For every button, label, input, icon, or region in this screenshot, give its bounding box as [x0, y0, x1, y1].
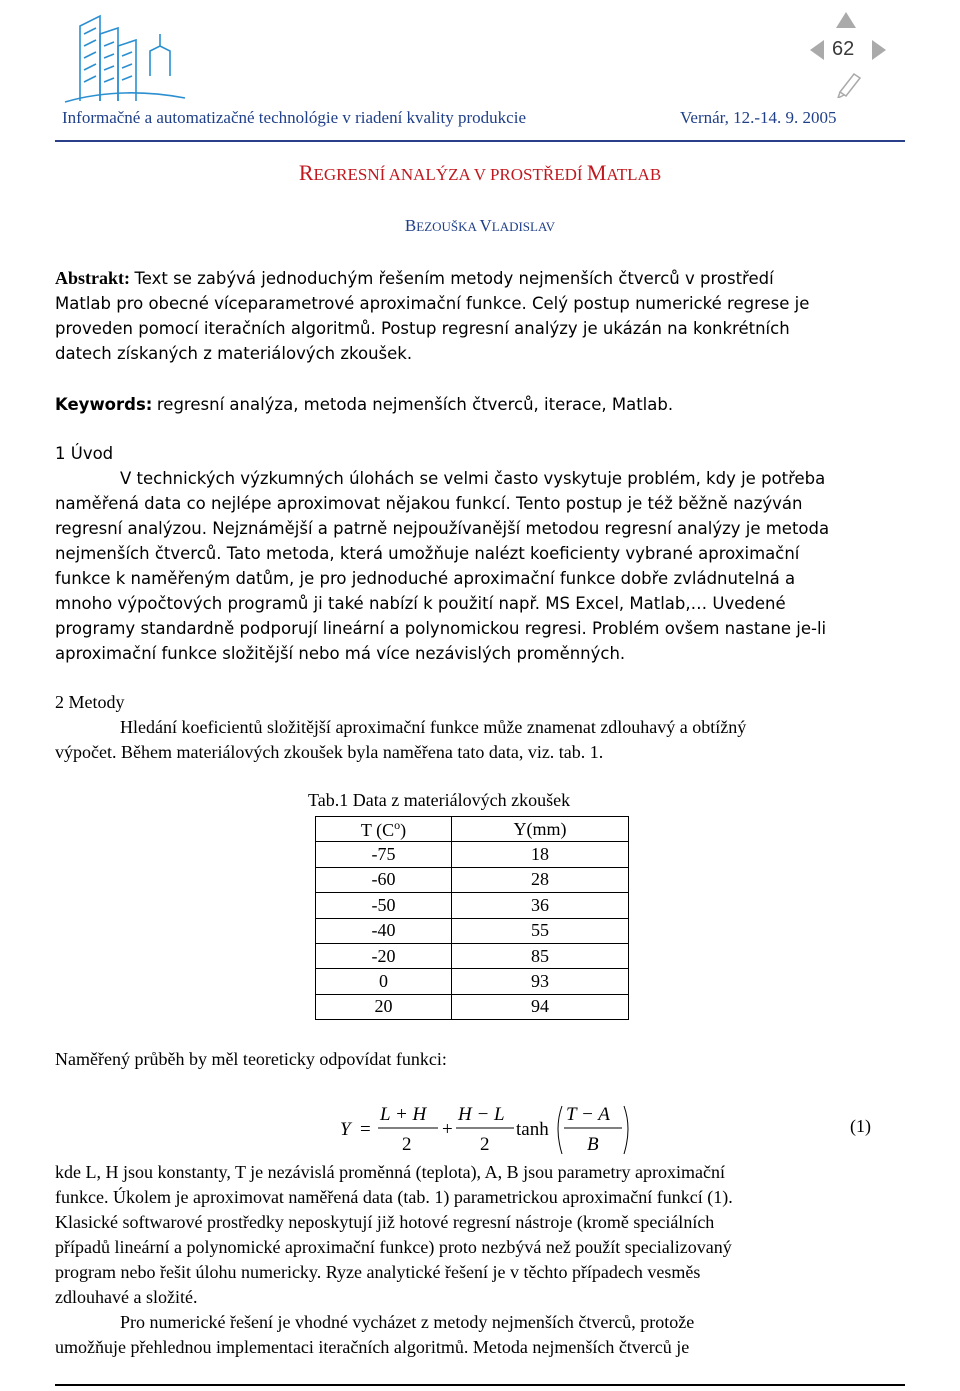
table-cell: -40 [316, 918, 452, 943]
pencil-icon[interactable] [838, 74, 860, 98]
section-heading: 1 Úvod [55, 444, 114, 463]
table-cell: 93 [452, 969, 629, 994]
nav-up-arrow-icon[interactable] [836, 12, 856, 28]
header-divider [55, 140, 905, 142]
table-row [316, 918, 629, 943]
table-cell: 55 [452, 918, 629, 943]
table-row [316, 969, 629, 994]
table-row [316, 994, 629, 1019]
table-header-cell: Y(mm) [452, 817, 629, 842]
table-cell: 28 [452, 867, 629, 892]
formula-den2: 2 [480, 1134, 490, 1155]
paper-title: REGRESNÍ ANALÝZA V PROSTŘEDÍ MATLAB [298, 160, 662, 185]
page-number: 62 [832, 38, 855, 60]
table-cell: 18 [452, 842, 629, 867]
section-intro: 1 Úvod V technických výzkumných úlohách se velmi často vyskytuje problém, kdy je potřeba naměřená data co nejlépe aproximovat nějakou funkcí. Tento postup je též běžně nazýván regresní analýzou. Nejznámější a patrně nejpoužívanější metodou regresní analýzy je metoda nejmenších čtverců. Tato metoda, která umožňuje nalézt koeficienty vybrané aproximační funkce k naměřeným datům, je pro jednoduché aproximační funkce dobře zvládnutelná a mnoho výpočtových programů ji také nabízí k použití např. MS Excel, Matlab,… Uvedené programy standardně podporují lineární a polynomickou regresi. Problém ovšem nastane je-li aproximační funkce složitější nebo má více nezávislých proměnných. [55, 441, 877, 666]
table-header-row [316, 817, 629, 842]
formula-equals: = [360, 1119, 371, 1140]
table-row [316, 943, 629, 968]
table-cell: -60 [316, 867, 452, 892]
conference-name: Informačné a automatizačné technológie v riadení kvality produkcie [62, 108, 526, 127]
formula-num2: H − L [458, 1104, 505, 1125]
formula-intro: Naměřený průběh by měl teoreticky odpovídat funkci: [55, 1049, 447, 1069]
formula-tanh: tanh [516, 1119, 549, 1140]
table-cell: 20 [316, 994, 452, 1019]
formula-den3: B [587, 1134, 599, 1155]
footer-divider [55, 1384, 905, 1386]
formula-num1: L + H [380, 1104, 427, 1125]
table-header-cell: T $(C^o)$ [316, 817, 452, 842]
keywords: Keywords: regresní analýza, metoda nejmenších čtverců, iterace, Matlab. [55, 395, 674, 414]
formula-den1: 2 [402, 1134, 412, 1155]
table-cell: 36 [452, 893, 629, 918]
formula-explanation: kde L, H jsou konstanty, T je nezávislá proměnná (teplota), A, B jsou parametry aproximační funkce. Úkolem je aproximovat naměřená data (tab. 1) parametrickou aproximační funkcí (1). Klasické softwarové prostředky neposkytují již hotové regresní nástroje (kromě speciálních případů lineární a polynomické aproximační funkce) proto nezbývá než použít specializovaný program nebo řešit úlohu numericky. Ryze analytické řešení je v těchto případech vesměs zdlouhavé a složité. Pro numerické řešení je vhodné vycházet z metody nejmenších čtverců, protože umožňuje přehlednou implementaci iteračních algoritmů. Metoda nejmenších čtverců je [55, 1162, 733, 1357]
table-cell: 0 [316, 969, 452, 994]
table-cell: 85 [452, 943, 629, 968]
table-row [316, 842, 629, 867]
table-row [316, 867, 629, 892]
formula-lhs: Y [340, 1119, 351, 1140]
conference-date: Vernár, 12.-14. 9. 2005 [680, 108, 837, 127]
table-row [316, 893, 629, 918]
abstract: Abstrakt: Text se zabývá jednoduchým řešením metody nejmenších čtverců v prostředí Matlab pro obecné víceparametrové aproximační funkce. Celý postup numerické regrese je proveden pomocí iteračních algoritmů. Postup regresní analýzy je ukázán na konkrétních datech získaných z materiálových zkoušek. [55, 268, 810, 363]
conference-logo [60, 6, 190, 108]
nav-next-arrow-icon[interactable] [872, 40, 886, 60]
nav-prev-arrow-icon[interactable] [810, 40, 824, 60]
table-cell: 94 [452, 994, 629, 1019]
formula-plus: + [442, 1119, 453, 1140]
table-cell: -75 [316, 842, 452, 867]
table-caption: Tab.1 Data z materiálových zkoušek [308, 790, 571, 810]
section-methods: 2 Metody Hledání koeficientů složitější aproximační funkce může znamenat zdlouhavý a obtížný výpočet. Během materiálových zkoušek byla naměřena tato data, viz. tab. 1. [55, 690, 877, 765]
regression-formula [340, 1100, 880, 1160]
data-table [315, 816, 629, 1020]
section-heading: 2 Metody [55, 692, 125, 712]
equation-number: (1) [850, 1116, 871, 1136]
table-cell: -50 [316, 893, 452, 918]
paper-author: BEZOUŠKA VLADISLAV [404, 216, 556, 235]
formula-num3: T − A [566, 1104, 610, 1125]
table-cell: -20 [316, 943, 452, 968]
